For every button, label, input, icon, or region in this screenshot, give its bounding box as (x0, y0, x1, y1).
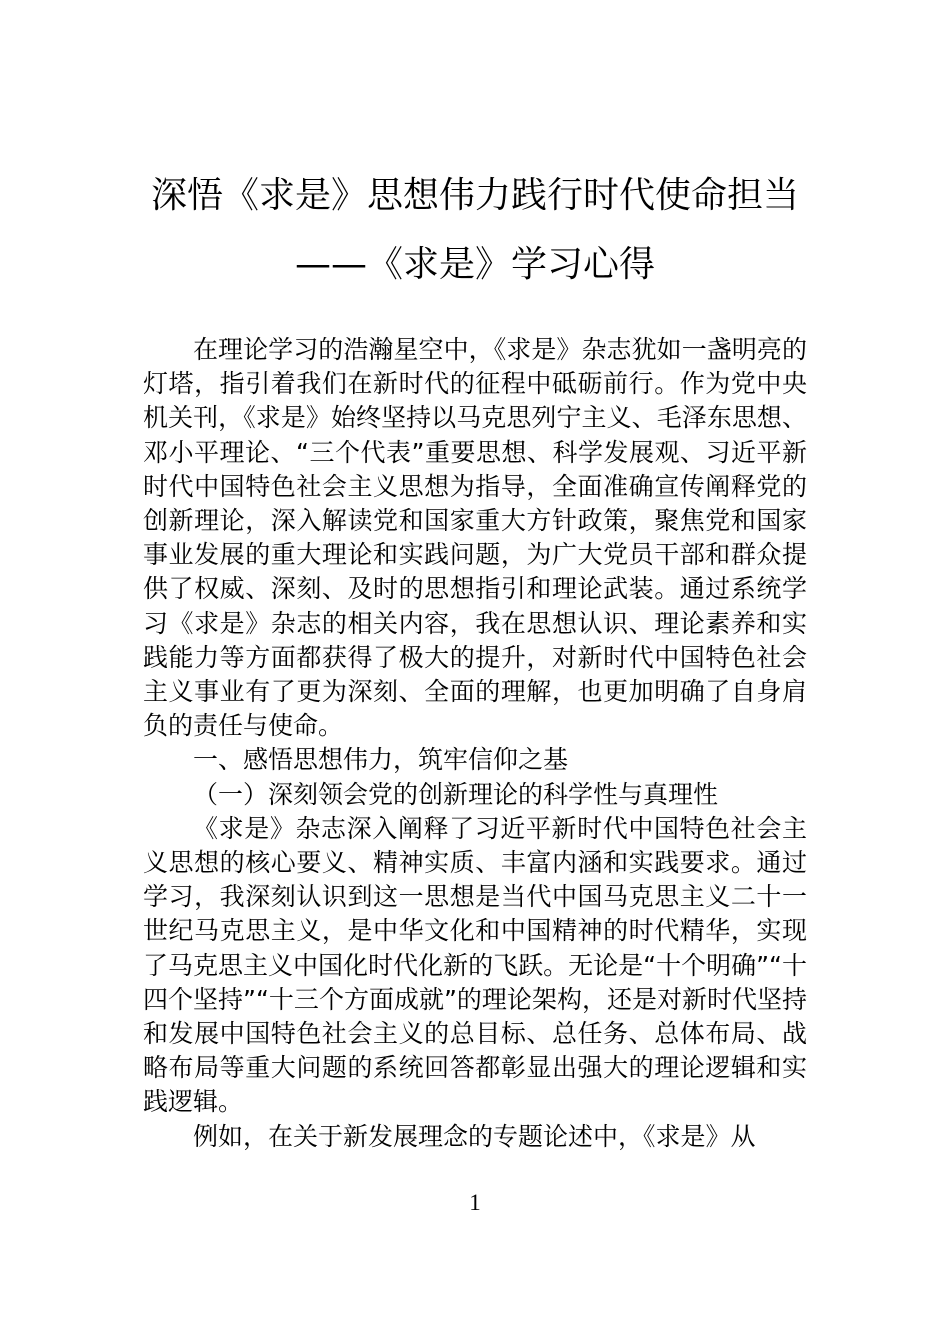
subsection-heading: （一）深刻领会党的创新理论的科学性与真理性 (193, 779, 719, 809)
intro-paragraph: 在理论学习的浩瀚星空中，《求是》杂志犹如一盏明亮的灯塔，指引着我们在新时代的征程中砥砺前行。作为党中央机关刊，《求是》始终坚持以马克思列宁主义、毛泽东思想、邓小平理论、“三个代表”重要思想、科学发展观、习近平新时代中国特色社会主义思想为指导，全面准确宣传阐释党的创新理论，深入解读党和国家重大方针政策，聚焦党和国家事业发展的重大理论和实践问题，为广大党员干部和群众提供了权威、深刻、及时的思想指引和理论武装。通过系统学习《求是》杂志的相关内容，我在思想认识、理论素养和实践能力等方面都获得了极大的提升，对新时代中国特色社会主义事业有了更为深刻、全面的理解，也更加明确了自身肩负的责任与使命。 (143, 335, 807, 741)
page-number: 1 (469, 1190, 481, 1215)
section-heading: 一、感悟思想伟力，筑牢信仰之基 (193, 745, 569, 775)
body-paragraph: 《求是》杂志深入阐释了习近平新时代中国特色社会主义思想的核心要义、精神实质、丰富内涵和实践要求。通过学习，我深刻认识到这一思想是当代中国马克思主义二十一世纪马克思主义，是中华文化和中国精神的时代精华，实现了马克思主义中国化时代化新的飞跃。无论是“十个明确”“十四个坚持”“十三个方面成就”的理论架构，还是对新时代坚持和发展中国特色社会主义的总目标、总任务、总体布局、战略布局等重大问题的系统回答都彰显出强大的理论逻辑和实践逻辑。 (143, 813, 807, 1117)
document-subtitle: ——《求是》学习心得 (294, 244, 655, 285)
body-paragraph-continued: 例如，在关于新发展理念的专题论述中，《求是》从 (193, 1121, 756, 1151)
document-title: 深悟《求是》思想伟力践行时代使命担当 (150, 175, 799, 216)
document-body (143, 333, 807, 1154)
